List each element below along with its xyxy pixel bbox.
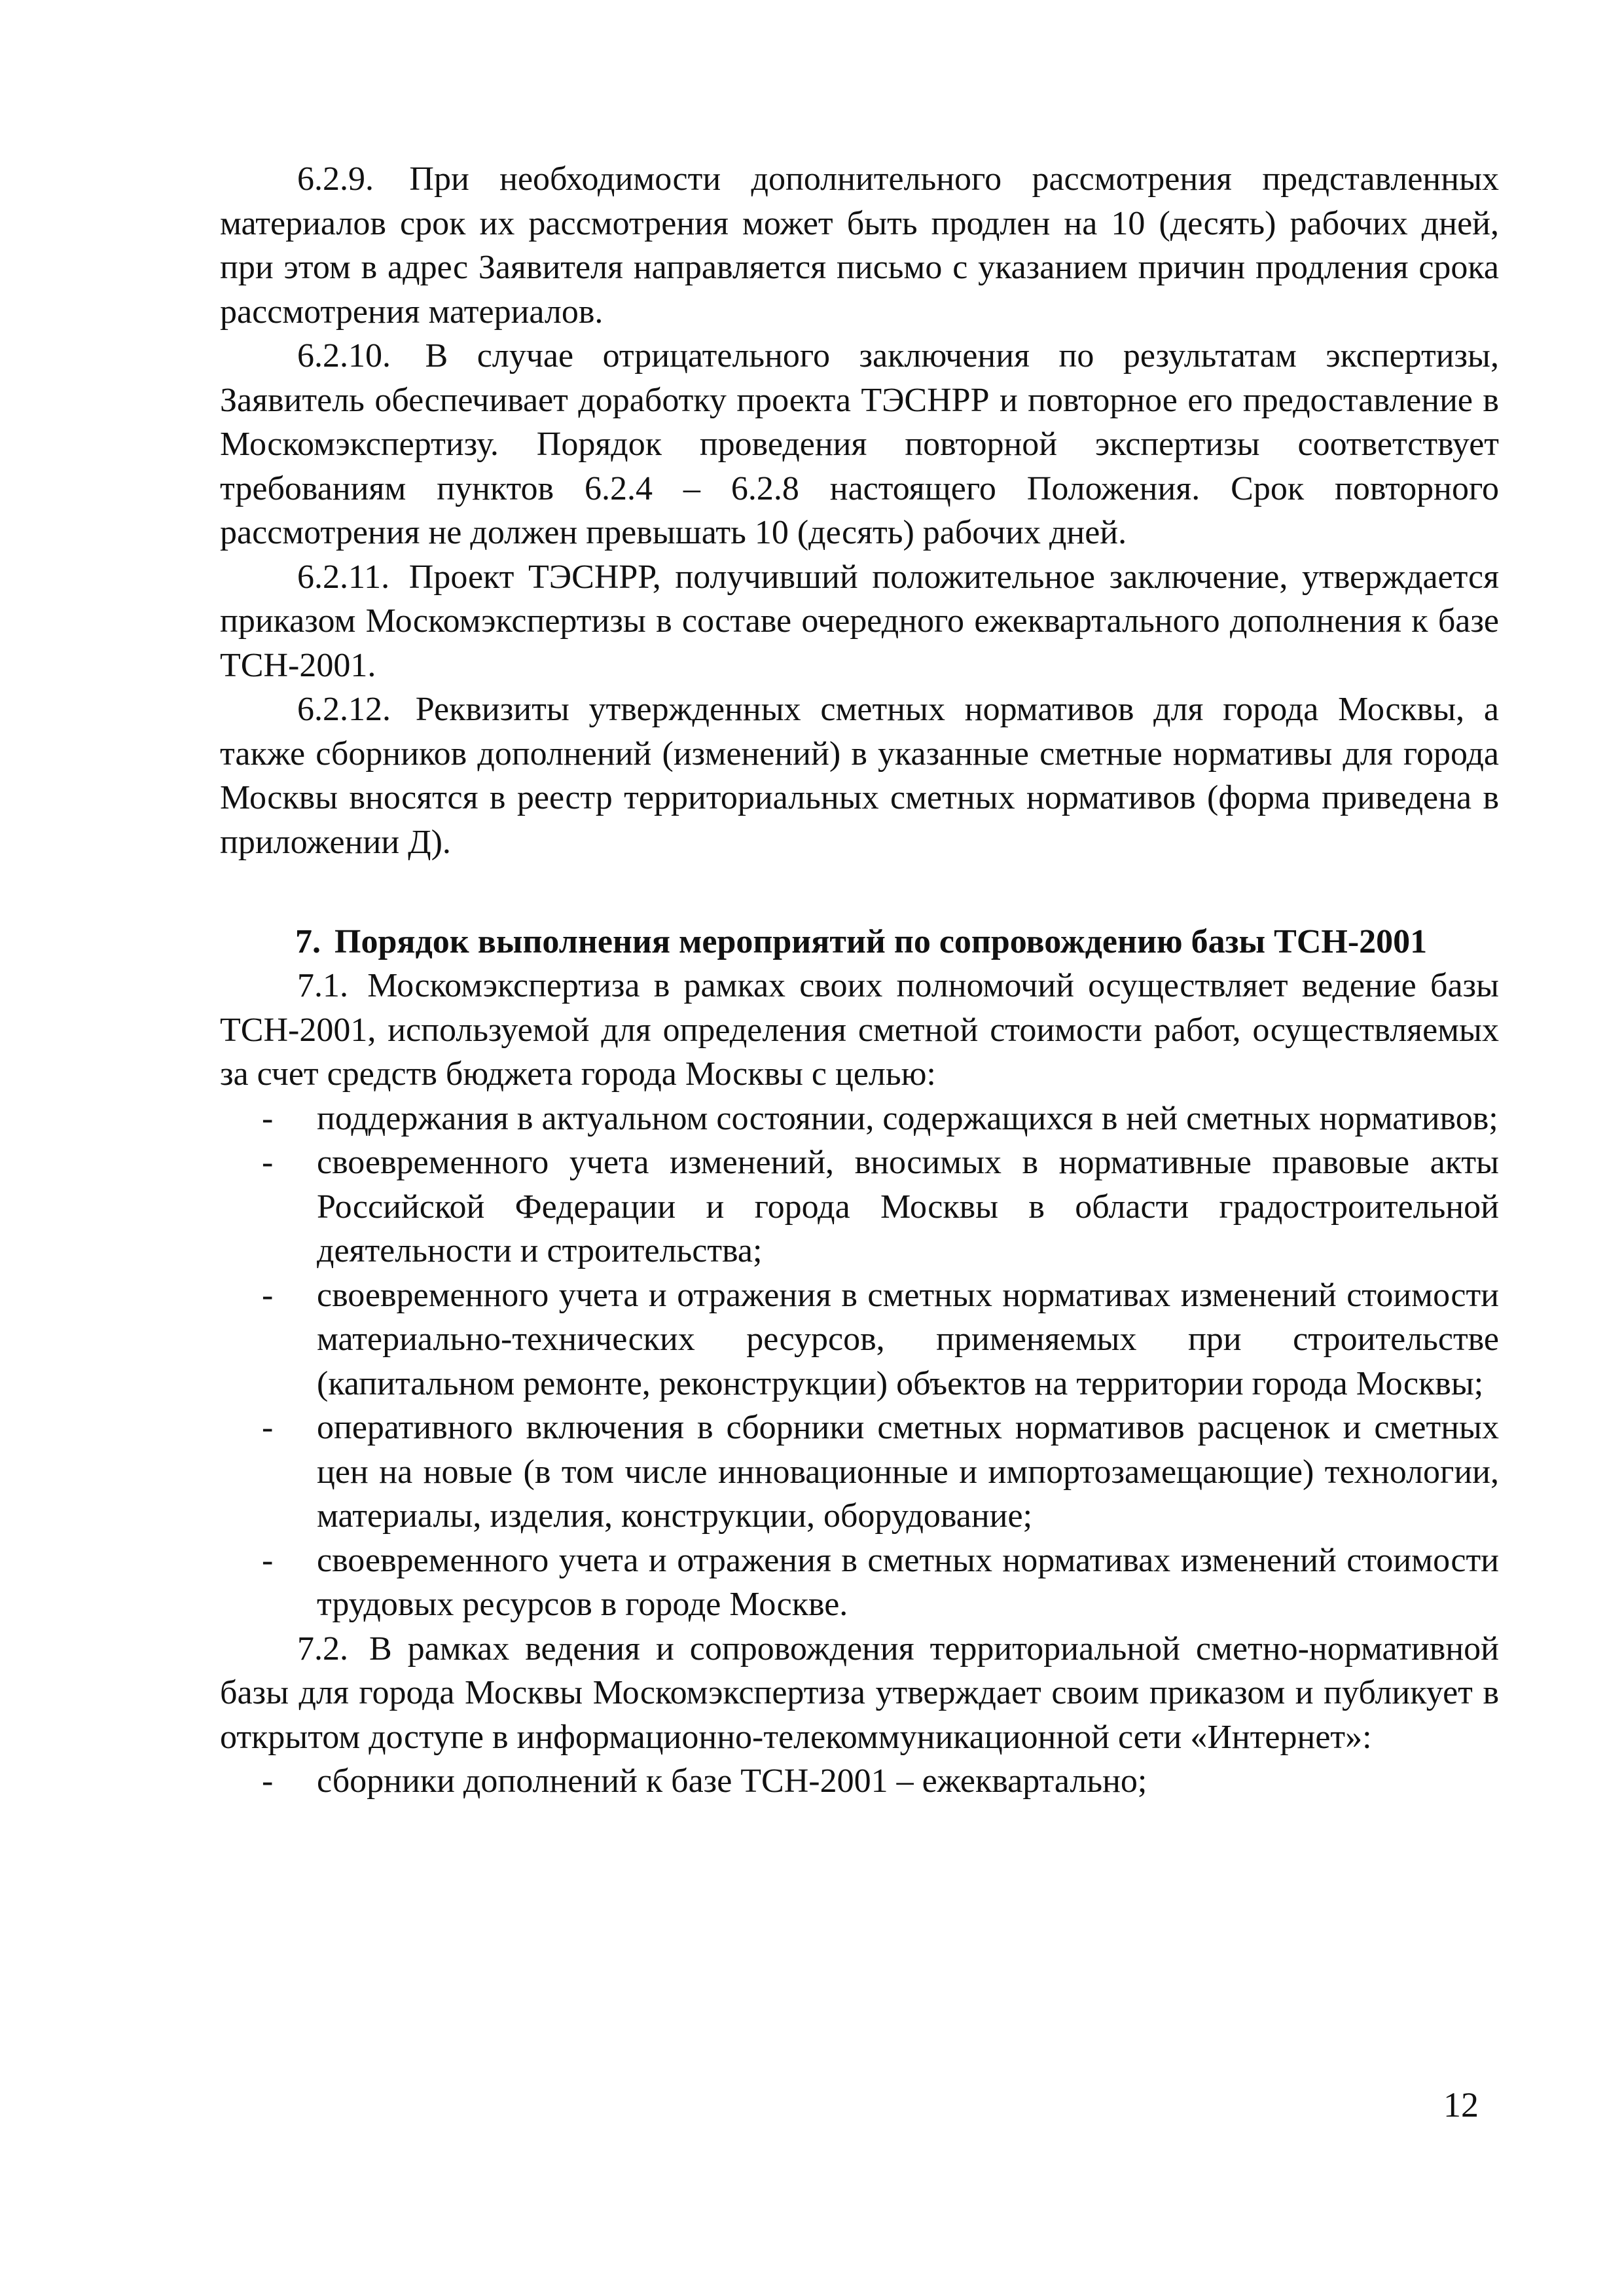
dash-marker: - bbox=[262, 1762, 274, 1800]
clause-number: 6.2.12. bbox=[297, 691, 391, 728]
clause-text: В случае отрицательного заключения по результатам экспертизы, Заявитель обеспечивает доработку проекта ТЭСНРР и повторное его предоставление в Москомэкспертизу. Порядок проведения повторной экспертизы соответствует требованиям пунктов 6.2.4 – 6.2.8 настоящего Положения. Срок повторного рассмотрения не должен превышать 10 (десять) рабочих дней. bbox=[220, 337, 1499, 551]
list-item-text: оперативного включения в сборники сметных нормативов расценок и сметных цен на новые (в том числе инновационные и импортозамещающие) технологии, материалы, изделия, конструкции, оборудование; bbox=[317, 1409, 1499, 1535]
clause-number: 6.2.10. bbox=[297, 337, 391, 374]
clause-text: Проект ТЭСНРР, получивший положительное заключение, утверждается приказом Москомэкспертизы в составе очередного ежеквартального дополнения к базе ТСН-2001. bbox=[220, 558, 1500, 684]
list-item-text: своевременного учета изменений, вносимых в нормативные правовые акты Российской Федерации и города Москвы в области градостроительной деятельности и строительства; bbox=[317, 1144, 1499, 1269]
dash-marker: - bbox=[262, 1144, 274, 1181]
clause-text: В рамках ведения и сопровождения территориальной сметно-нормативной базы для города Москвы Москомэкспертиза утверждает своим приказом и публикует в открытом доступе в информационно-телекоммуникационной сети «Интернет»: bbox=[220, 1630, 1499, 1756]
list-item-text: сборники дополнений к базе ТСН-2001 – ежеквартально; bbox=[317, 1762, 1147, 1800]
section-title: Порядок выполнения мероприятий по сопровождению базы ТСН-2001 bbox=[334, 923, 1428, 960]
section-number: 7. bbox=[295, 923, 321, 960]
clause-text: Москомэкспертиза в рамках своих полномочий осуществляет ведение базы ТСН-2001, используемой для определения сметной стоимости работ, осуществляемых за счет средств бюджета города Москвы с целью: bbox=[220, 967, 1499, 1093]
paragraph-6-2-9 bbox=[220, 157, 1499, 334]
clause-text: Реквизиты утвержденных сметных нормативов для города Москвы, а также сборников дополнений (изменений) в указанные сметные нормативы для города Москвы вносятся в реестр территориальных сметных нормативов (форма приведена в приложении Д). bbox=[220, 691, 1500, 861]
section-heading bbox=[220, 920, 1499, 964]
paragraph-7-1 bbox=[220, 964, 1499, 1097]
dash-marker: - bbox=[262, 1409, 274, 1446]
paragraph-7-2 bbox=[220, 1627, 1499, 1760]
page-number: 12 bbox=[1443, 2085, 1479, 2124]
clause-number: 6.2.11. bbox=[297, 558, 390, 596]
paragraph-6-2-12 bbox=[220, 687, 1499, 864]
paragraph-6-2-10 bbox=[220, 334, 1499, 555]
list-item bbox=[220, 1097, 1499, 1141]
list-item bbox=[220, 1539, 1499, 1627]
document-page bbox=[220, 157, 1499, 1804]
list-item bbox=[220, 1406, 1499, 1539]
list-item bbox=[220, 1759, 1499, 1804]
list-item-text: своевременного учета и отражения в сметных нормативах изменений стоимости трудовых ресурсов в городе Москве. bbox=[317, 1541, 1499, 1623]
list-item-text: своевременного учета и отражения в сметных нормативах изменений стоимости материально-технических ресурсов, применяемых при строительстве (капитальном ремонте, реконструкции) объектов на территории города Москвы; bbox=[317, 1276, 1499, 1402]
dash-marker: - bbox=[262, 1276, 274, 1314]
clause-text: При необходимости дополнительного рассмотрения представленных материалов срок их рассмотрения может быть продлен на 10 (десять) рабочих дней, при этом в адрес Заявителя направляется письмо с указанием причин продления срока рассмотрения материалов. bbox=[220, 160, 1500, 331]
list-item-text: поддержания в актуальном состоянии, содержащихся в ней сметных нормативов; bbox=[317, 1099, 1498, 1137]
clause-number: 6.2.9. bbox=[297, 160, 374, 198]
dash-marker: - bbox=[262, 1541, 274, 1579]
dash-marker: - bbox=[262, 1099, 274, 1137]
paragraph-6-2-11 bbox=[220, 555, 1499, 688]
list-item bbox=[220, 1273, 1499, 1406]
list-item bbox=[220, 1140, 1499, 1273]
clause-number: 7.1. bbox=[297, 967, 348, 1004]
clause-number: 7.2. bbox=[297, 1630, 348, 1667]
